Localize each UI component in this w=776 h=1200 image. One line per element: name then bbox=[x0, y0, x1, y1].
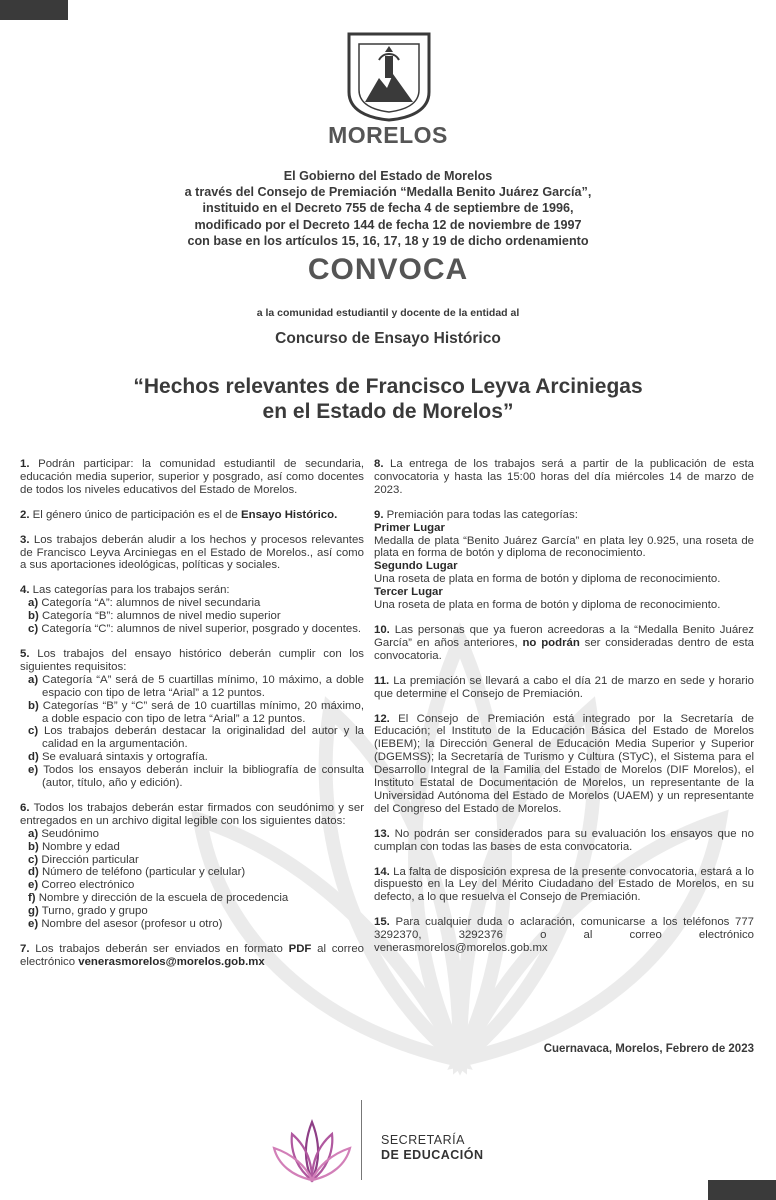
intro-line: a través del Consejo de Premiación “Medalla Benito Juárez García”, bbox=[184, 185, 592, 200]
base-5: 5. Los trabajos del ensayo histórico deberán cumplir con los siguientes requisitos: a) Categoría “A” será de 5 cuartillas mínimo, 10 máximo, a doble espacio con tipo de letra “Arial” a 12 puntos. b) Categorías “B” y “C” será de 10 cuartillas mínimo, 20 máximo, a doble espacio con tipo de letra “Arial” a 12 puntos. c) Los trabajos deberán destacar la originalidad del autor y la calidad en la argumentación. d) Se evaluará sintaxis y ortografía. e) Todos los ensayos deberán incluir la bibliografía de consulta (autor, título, año y edición). bbox=[20, 647, 365, 790]
state-name: MORELOS bbox=[328, 122, 448, 148]
base-13: 13. No podrán ser considerados para su evaluación los ensayos que no cumplan con todas las bases de esta convocatoria. bbox=[374, 827, 754, 853]
corner-decoration-top bbox=[0, 0, 68, 20]
base-2: 2. El género único de participación es el de Ensayo Histórico. bbox=[20, 508, 338, 521]
base-8: 8. La entrega de los trabajos será a partir de la publicación de esta convocatoria y hasta las 15:00 horas del día miércoles 14 de marzo de 2023. bbox=[374, 458, 754, 496]
base-6: 6. Todos los trabajos deberán estar firmados con seudónimo y ser entregados en un archivo digital legible con los siguientes datos: a) Seudónimo b) Nombre y edad c) Dirección particular d) Número de teléfono (particular y celular) e) Correo electrónico f) Nombre y dirección de la escuela de procedencia g) Turno, grado y grupo e) Nombre del asesor (profesor u otro) bbox=[20, 801, 364, 931]
requirements-list: a) Categoría “A” será de 5 cuartillas mínimo, 10 máximo, a doble espacio con tipo de letra “Arial” a 12 puntos. b) Categorías “B” y “C” será de 10 cuartillas mínimo, 20 máximo, a doble espacio con tipo de letra “Arial” a 12 puntos. c) Los trabajos deberán destacar la originalidad del autor y la calidad en la argumentación. d) Se evaluará sintaxis y ortografía. e) Todos los ensayos deberán incluir la bibliografía de consulta (autor, título, año y edición). bbox=[28, 673, 365, 790]
required-data-list: a) Seudónimo b) Nombre y edad c) Dirección particular d) Número de teléfono (particular y celular) e) Correo electrónico f) Nombre y dirección de la escuela de procedencia g) Turno, grado y grupo e) Nombre del asesor (profesor u otro) bbox=[28, 827, 289, 931]
base-3: 3. Los trabajos deberán aludir a los hechos y procesos relevantes de Francisco Leyva Arciniegas en el Estado de Morelos., así como a sus aportaciones ideológicas, políticas y sociales. bbox=[20, 533, 364, 572]
morelos-coat-of-arms bbox=[345, 30, 433, 122]
intro-line: modificado por el Decreto 144 de fecha 12 de noviembre de 1997 bbox=[194, 217, 582, 232]
contact-email: venerasmorelos@morelos.gob.mx bbox=[78, 955, 265, 968]
intro-text bbox=[0, 168, 776, 249]
base-12: 12. El Consejo de Premiación está integrado por la Secretaría de Educación; el Instituto de la Educación Básica del Estado de Morelos (IEBEM); la Dirección General de Educación Media Superior y Superior (DGEMSS); la Secretaría de Turismo y Cultura (STyC), el Sistema para el Desarrollo Integral de la Familia del Estado de Morelos (DIF Morelos), el Instituto Estatal de Documentación de Morelos, un representante de la Universidad Autónoma del Estado de Morelos (UAEM) y un representante del Congreso del Estado de Morelos. bbox=[374, 712, 755, 815]
base-1: 1. Podrán participar: la comunidad estudiantil de secundaria, educación media superior, superior y posgrado, así como docentes de todos los niveles educativos del Estado de Morelos. bbox=[20, 458, 365, 496]
base-7: 7. Los trabajos deberán ser enviados en formato PDF al correo electrónico venerasmorelos@morelos.gob.mx bbox=[20, 943, 364, 968]
bases-left-column bbox=[20, 458, 364, 981]
corner-decoration-bottom bbox=[708, 1180, 776, 1200]
essay-theme bbox=[0, 374, 776, 424]
second-place: Segundo Lugar bbox=[374, 560, 458, 573]
first-place: Primer Lugar bbox=[374, 521, 445, 534]
intro-line: El Gobierno del Estado de Morelos bbox=[283, 169, 493, 183]
base-15: 15. Para cualquier duda o aclaración, comunicarse a los teléfonos 777 3292370, 3292376 o al correo electrónico venerasmorelos@morelos.gob.mx bbox=[374, 916, 754, 955]
contest-title: Concurso de Ensayo Histórico bbox=[275, 330, 501, 347]
category-list: a) Categoría “A”: alumnos de nivel secundaria b) Categoría “B”: alumnos de nivel medio superior c) Categoría “C”: alumnos de nivel superior, posgrado y docentes. bbox=[28, 597, 362, 636]
theme-line: “Hechos relevantes de Francisco Leyva Arciniegas bbox=[133, 375, 643, 398]
theme-line: en el Estado de Morelos” bbox=[262, 400, 514, 423]
base-11: 11. La premiación se llevará a cabo el día 21 de marzo en sede y horario que determine el Consejo de Premiación. bbox=[374, 674, 754, 700]
base-14: 14. La falta de disposición expresa de la presente convocatoria, estará a lo dispuesto en la Ley del Mérito Ciudadano del Estado de Morelos, en su defecto, a lo que resuelva el Consejo de Premiación. bbox=[374, 865, 754, 904]
third-place: Tercer Lugar bbox=[374, 586, 443, 599]
base-10: 10. Las personas que ya fueron acreedoras a la “Medalla Benito Juárez García” en años anteriores, no podrán ser consideradas dentro de esta convocatoria. bbox=[374, 623, 754, 662]
education-lotus-logo bbox=[268, 1110, 356, 1185]
place-and-date: Cuernavaca, Morelos, Febrero de 2023 bbox=[543, 1043, 754, 1055]
footer-divider bbox=[361, 1100, 362, 1180]
base-4: 4. Las categorías para los trabajos serán: a) Categoría “A”: alumnos de nivel secundaria b) Categoría “B”: alumnos de nivel medio superior c) Categoría “C”: alumnos de nivel superior, posgrado y docentes. bbox=[20, 584, 364, 636]
intro-line: instituido en el Decreto 755 de fecha 4 de septiembre de 1996, bbox=[202, 201, 574, 216]
audience-text: a la comunidad estudiantil y docente de la entidad al bbox=[256, 307, 520, 319]
secretaria-logo-text: SECRETARÍA DE EDUCACIÓN bbox=[381, 1133, 484, 1162]
base-9: 9. Premiación para todas las categorías: Primer Lugar Medalla de plata “Benito Juárez García” en plata ley 0.925, una roseta de plata en forma de botón y diploma de reconocimiento. Segundo Lugar Una roseta de plata en forma de botón y diploma de reconocimiento. Tercer Lugar Una roseta de plata en forma de botón y diploma de reconocimiento. bbox=[374, 508, 754, 612]
intro-line: con base en los artículos 15, 16, 17, 18 y 19 de dicho ordenamiento bbox=[187, 233, 589, 248]
convoca-heading: CONVOCA bbox=[307, 253, 469, 286]
bases-right-column bbox=[374, 458, 754, 967]
